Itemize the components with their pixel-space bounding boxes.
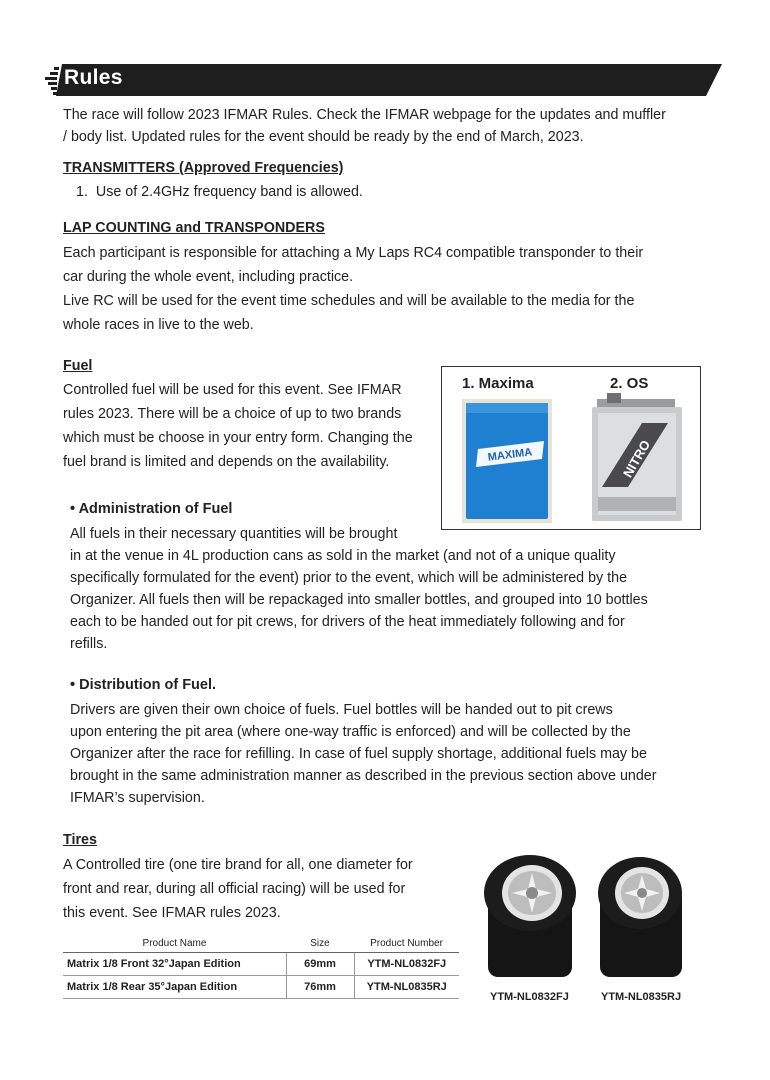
admin-fuel-line: in at the venue in 4L production cans as sold in the market (and not of a unique quality <box>70 548 616 564</box>
front-tire-image <box>484 855 576 977</box>
fuel-cans-illustration <box>442 367 700 529</box>
transmitters-heading: TRANSMITTERS (Approved Frequencies) <box>63 160 344 176</box>
lap-counting-line: Live RC will be used for the event time schedules and will be available to the media for the <box>63 293 635 309</box>
section-title: Rules <box>64 66 123 89</box>
maxima-label: 1. Maxima <box>462 375 534 392</box>
fuel-line: fuel brand is limited and depends on the availability. <box>63 454 390 470</box>
product-number-cell: YTM-NL0835RJ <box>354 976 459 999</box>
product-name-cell: Matrix 1/8 Front 32°Japan Edition <box>63 953 286 976</box>
fuel-line: which must be choose in your entry form. Changing the <box>63 430 413 446</box>
table-row <box>63 976 459 999</box>
banner-shape <box>34 64 722 96</box>
lap-counting-heading: LAP COUNTING and TRANSPONDERS <box>63 220 325 236</box>
distribution-fuel-line: upon entering the pit area (where one-way traffic is enforced) and will be collected by the <box>70 724 631 740</box>
tires-table <box>63 935 459 999</box>
size-cell: 76mm <box>286 976 354 999</box>
col-header-product-name: Product Name <box>63 935 286 953</box>
admin-fuel-line: each to be handed out for pit crews, for drivers of the heat immediately following and for <box>70 614 625 630</box>
table-row <box>63 953 459 976</box>
admin-fuel-line: refills. <box>70 636 108 652</box>
tires-line: A Controlled tire (one tire brand for all, one diameter for <box>63 857 413 873</box>
product-number-cell: YTM-NL0832FJ <box>354 953 459 976</box>
tires-line: front and rear, during all official racing) will be used for <box>63 881 406 897</box>
maxima-can <box>462 399 552 523</box>
fuel-heading: Fuel <box>63 358 93 374</box>
os-can <box>592 393 682 521</box>
fuel-line: Controlled fuel will be used for this event. See IFMAR <box>63 382 402 398</box>
tires-heading: Tires <box>63 832 97 848</box>
intro-line-2: / body list. Updated rules for the event should be ready by the end of March, 2023. <box>63 129 584 145</box>
distribution-fuel-line: IFMAR’s supervision. <box>70 790 205 806</box>
col-header-size: Size <box>286 935 354 953</box>
admin-fuel-line: Organizer. All fuels then will be repackaged into smaller bottles, and grouped into 10 bottles <box>70 592 648 608</box>
size-cell: 69mm <box>286 953 354 976</box>
lap-counting-line: Each participant is responsible for attaching a My Laps RC4 compatible transponder to their <box>63 245 644 261</box>
tires-line: this event. See IFMAR rules 2023. <box>63 905 281 921</box>
tires-illustration <box>478 855 698 985</box>
admin-fuel-line: All fuels in their necessary quantities will be brought <box>70 526 398 542</box>
rear-tire-image <box>598 857 682 977</box>
distribution-fuel-line: brought in the same administration manner as described in the previous section above under <box>70 768 657 784</box>
product-name-cell: Matrix 1/8 Rear 35°Japan Edition <box>63 976 286 999</box>
front-tire-caption: YTM-NL0832FJ <box>490 991 569 1003</box>
admin-fuel-heading: • Administration of Fuel <box>70 501 233 517</box>
rear-tire-caption: YTM-NL0835RJ <box>601 991 682 1003</box>
section-banner <box>34 64 722 96</box>
admin-fuel-line: specifically formulated for the event) prior to the event, which will be administered by the <box>70 570 628 586</box>
maxima-can-text: MAXIMA <box>487 446 533 464</box>
lap-counting-line: car during the whole event, including practice. <box>63 269 354 285</box>
os-label: 2. OS <box>610 375 649 392</box>
os-can-text: NITRO <box>619 437 654 481</box>
col-header-product-number: Product Number <box>354 935 459 953</box>
fuel-brands-image <box>441 366 701 530</box>
lap-counting-line: whole races in live to the web. <box>63 317 254 333</box>
distribution-fuel-line: Organizer after the race for refilling. In case of fuel supply shortage, additional fuels may be <box>70 746 647 762</box>
distribution-fuel-line: Drivers are given their own choice of fuels. Fuel bottles will be handed out to pit crews <box>70 702 613 718</box>
table-header-row <box>63 935 459 953</box>
distribution-fuel-heading: • Distribution of Fuel. <box>70 677 217 693</box>
fuel-line: rules 2023. There will be a choice of up to two brands <box>63 406 402 422</box>
intro-line-1: The race will follow 2023 IFMAR Rules. Check the IFMAR webpage for the updates and muffler <box>63 107 666 123</box>
transmitters-item-1: 1. Use of 2.4GHz frequency band is allowed. <box>76 184 363 200</box>
